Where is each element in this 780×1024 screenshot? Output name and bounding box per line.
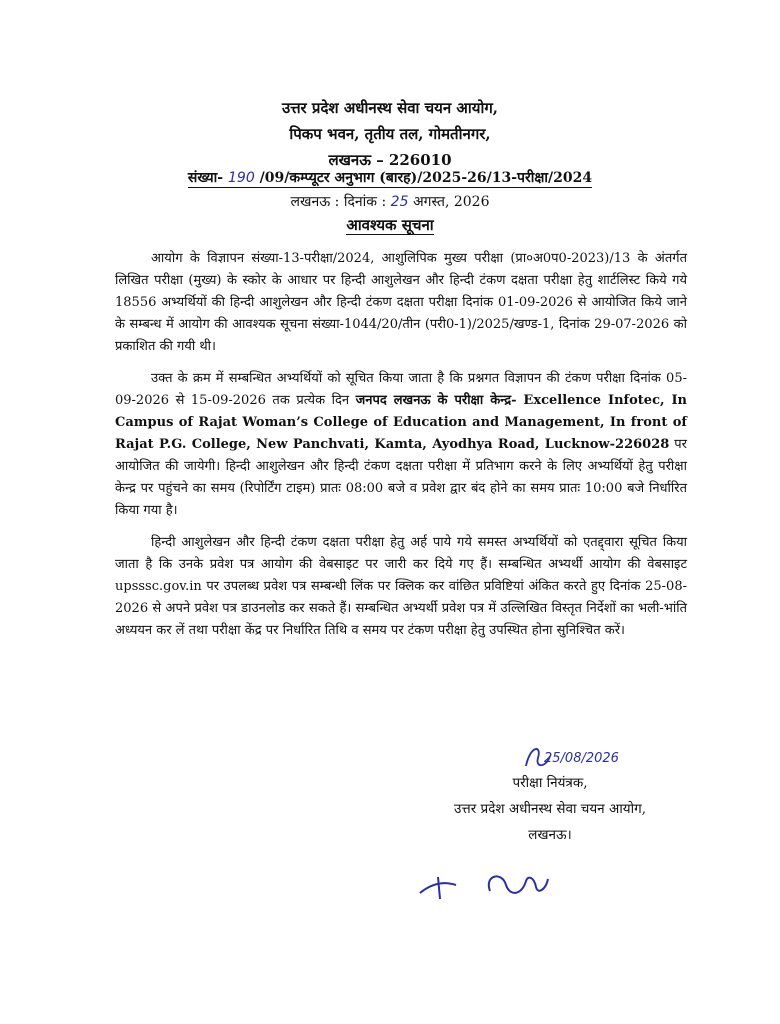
reference-suffix: /09/कम्प्यूटर अनुभाग (बारह)/2025-26/13-परीक्षा/2024: [259, 170, 593, 186]
paragraph-3: हिन्दी आशुलेखन और हिन्दी टंकण दक्षता परीक्षा हेतु अर्ह पाये गये समस्त अभ्यर्थियों को एतद्द्वारा सूचित किया जाता है कि उनके प्रवेश पत्र आयोग की वेबसाइट पर जारी कर दिये गए हैं। सम्बन्धित अभ्यर्थी आयोग की वेबसाइट upsssc.gov.in पर उपलब्ध प्रवेश पत्र सम्बन्धी लिंक पर क्लिक कर वांछित प्रविष्टियां अंकित करते हुए दिनांक 25-08-2026 से अपने प्रवेश पत्र डाउनलोड कर सकते हैं। सम्बन्धित अभ्यर्थी प्रवेश पत्र में उल्लिखित विस्तृत निर्देशों का भली-भांति अध्ययन कर लें तथा परीक्षा केंद्र पर निर्धारित तिथि व समय पर टंकण परीक्षा हेतु उपस्थित होना सुनिश्चित करें।: [115, 535, 687, 638]
org-name: उत्तर प्रदेश अधीनस्थ सेवा चयन आयोग,: [281, 99, 499, 117]
reference-prefix: संख्या-: [187, 170, 224, 186]
date-prefix: लखनऊ : दिनांक :: [290, 194, 387, 210]
date-suffix: अगस्त, 2026: [412, 194, 490, 210]
exam-center-address: जनपद लखनऊ के परीक्षा केन्द्र- Excellence Infotec, In Campus of Rajat Woman’s College of Education and Management, In front of Rajat P.G. College, New Panchvati, Kamta, Ayodhya Road, Lucknow-226028: [115, 393, 687, 452]
signature-date-text: 25/08/2026: [544, 751, 619, 766]
signatory-city: लखनऊ।: [528, 827, 572, 843]
reference-number: [0, 168, 780, 187]
handwritten-initials: [410, 865, 570, 905]
org-address: पिकप भवन, तृतीय तल, गोमतीनगर,: [289, 125, 491, 143]
org-city: लखनऊ – 226010: [328, 151, 452, 169]
signatory-org: उत्तर प्रदेश अधीनस्थ सेवा चयन आयोग,: [454, 801, 646, 817]
paragraph-2-rest: पर आयोजित की जायेगी। हिन्दी आशुलेखन और हिन्दी टंकण दक्षता परीक्षा में प्रतिभाग करने के लिए अभ्यर्थियों हेतु परीक्षा केन्द्र पर पहुंचने का समय (रिपोर्टिंग टाइम) प्रातः 08:00 बजे व प्रवेश द्वार बंद होने का समय प्रातः 10:00 बजे निर्धारित किया गया है।: [115, 437, 687, 518]
reference-handwritten-number: 190: [228, 170, 255, 186]
paragraph-1: आयोग के विज्ञापन संख्या-13-परीक्षा/2024, आशुलिपिक मुख्य परीक्षा (प्रा०अ0प0-2023)/13 के अंतर्गत लिखित परीक्षा (मुख्य) के स्कोर के आधार पर हिन्दी आशुलेखन और हिन्दी टंकण दक्षता परीक्षा हेतु शार्टलिस्ट किये गये 18556 अभ्यर्थियों की हिन्दी आशुलेखन और हिन्दी टंकण दक्षता परीक्षा दिनांक 01-09-2026 से आयोजित किये जाने के सम्बन्ध में आयोग की आवश्यक सूचना संख्या-1044/20/तीन (परी0-1)/2025/खण्ड-1, दिनांक 29-07-2026 को प्रकाशित की गयी थी।: [115, 251, 687, 354]
paragraph-2: [115, 368, 687, 522]
notice-body: [115, 248, 687, 652]
issue-date: [0, 192, 780, 211]
date-handwritten-day: 25: [390, 194, 409, 210]
paragraph-2-intro: उक्त के क्रम में सम्बन्धित अभ्यर्थियों को सूचित किया जाता है कि प्रश्नगत विज्ञापन की टंकण परीक्षा दिनांक 05-09-2026 से 15-09-2026 तक प्रत्येक दिन: [115, 371, 687, 408]
letterhead: [0, 95, 780, 173]
signatory-block: [420, 770, 680, 848]
signatory-title: परीक्षा नियंत्रक,: [512, 775, 588, 791]
notice-subject: आवश्यक सूचना: [346, 216, 434, 234]
